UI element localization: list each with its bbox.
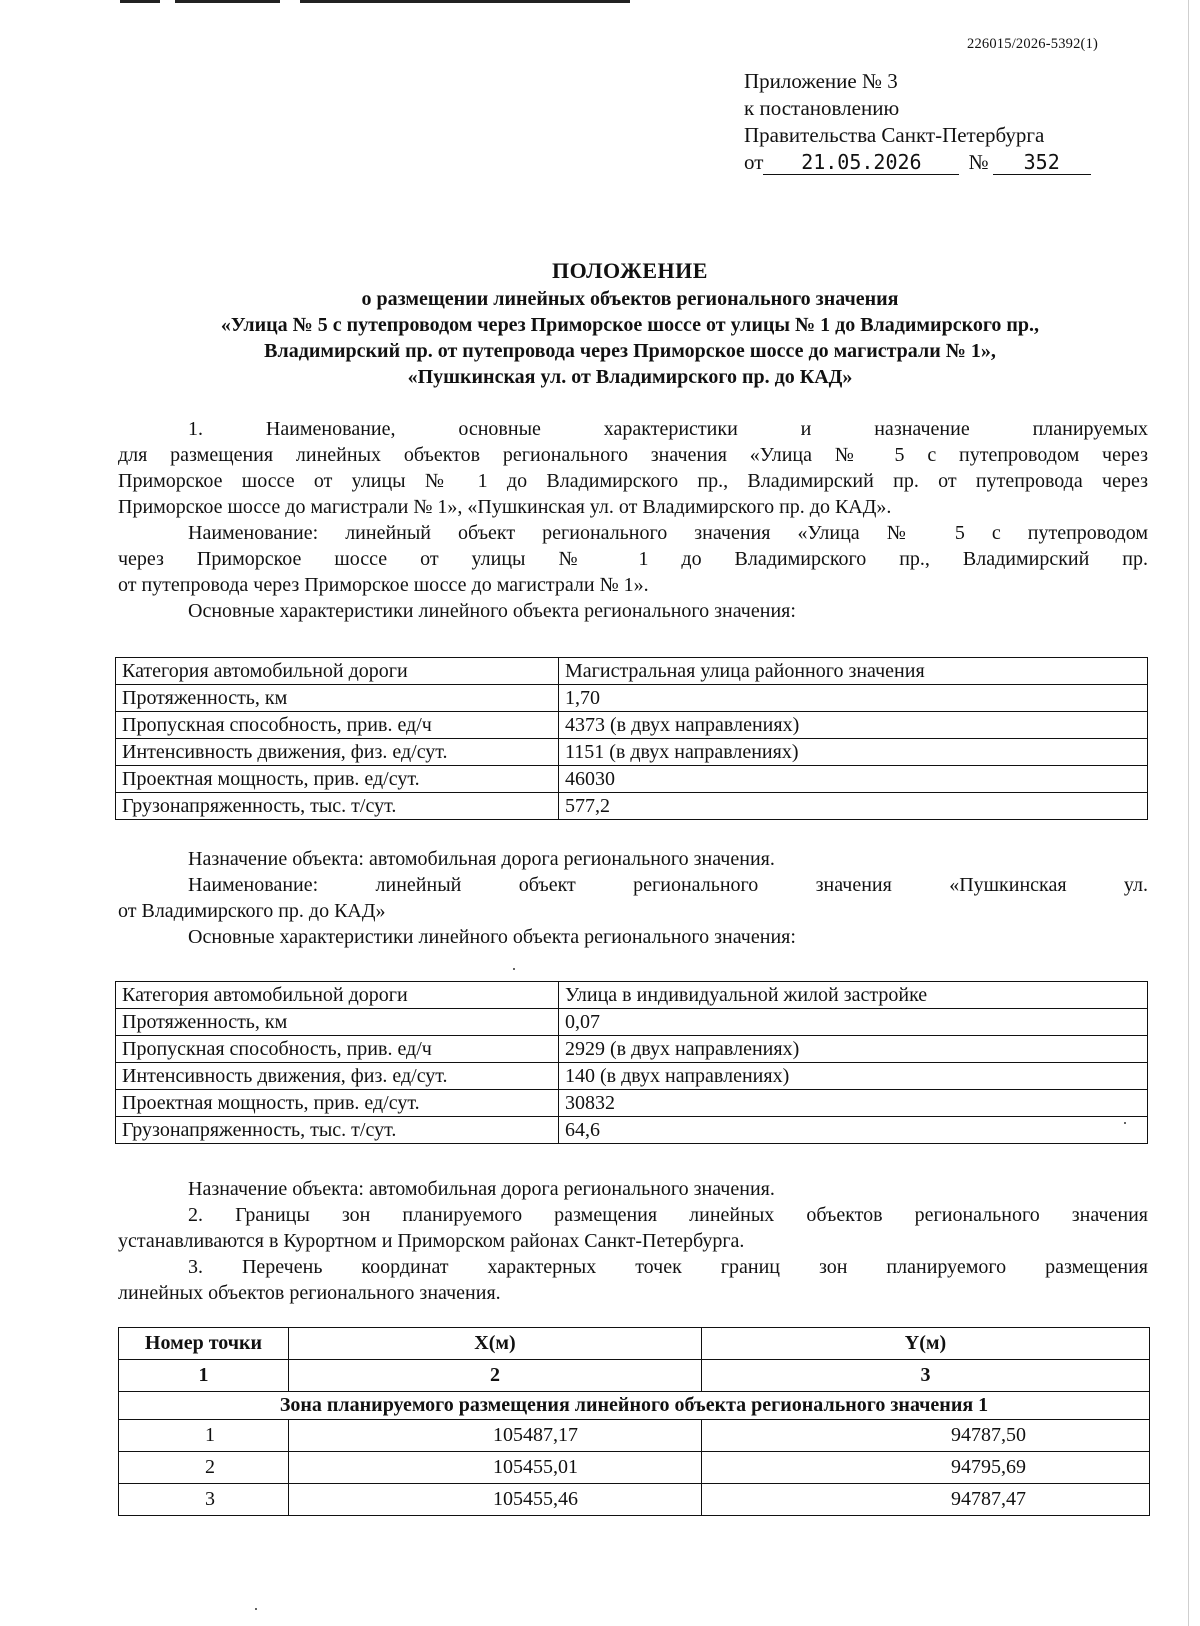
table-row	[116, 793, 1148, 820]
characteristic-name: Протяженность, км	[116, 1009, 559, 1036]
characteristic-value: 1,70	[559, 685, 1148, 712]
title-line-4: «Пушкинская ул. от Владимирского пр. до КАД»	[407, 366, 853, 388]
coordinate-row	[119, 1484, 1150, 1516]
y-coordinate: 94787,50	[702, 1420, 1150, 1452]
date-prefix: от	[744, 150, 764, 174]
title-line-3: Владимирский пр. от путепровода через Приморское шоссе до магистрали № 1»,	[264, 340, 996, 362]
section-3	[118, 1254, 1148, 1306]
appendix-line-2: к постановлению	[744, 96, 900, 120]
characteristic-value: 577,2	[559, 793, 1148, 820]
title-main: ПОЛОЖЕНИЕ	[552, 258, 708, 283]
table-row	[116, 685, 1148, 712]
x-coordinate: 105487,17	[289, 1420, 702, 1452]
scan-speck	[1124, 1122, 1126, 1124]
title-line-2: «Улица № 5 с путепроводом через Приморское шоссе от улицы № 1 до Владимирского пр.,	[220, 314, 1040, 336]
coordinates-table	[118, 1327, 1150, 1516]
section-1-line-2: для размещения линейных объектов регионального значения «Улица № 5 с путепроводом через	[118, 444, 1148, 466]
header-y: Y(м)	[702, 1328, 1150, 1360]
table-row	[116, 1063, 1148, 1090]
y-coordinate: 94787,47	[702, 1484, 1150, 1516]
characteristic-value: Магистральная улица районного значения	[559, 658, 1148, 685]
characteristic-name: Пропускная способность, прив. ед/ч	[116, 1036, 559, 1063]
object-1-name-line-1: Наименование: линейный объект регионального значения «Улица № 5 с путепроводом	[188, 522, 1148, 544]
point-number: 3	[119, 1484, 289, 1516]
section-2-line-2: устанавливаются в Курортном и Приморском районах Санкт-Петербурга.	[118, 1230, 745, 1252]
characteristic-name: Проектная мощность, прив. ед/сут.	[116, 1090, 559, 1117]
x-coordinate: 105455,01	[289, 1452, 702, 1484]
table-row	[116, 1036, 1148, 1063]
object-2-purpose	[118, 1176, 1148, 1202]
document-code: 226015/2026-5392(1)	[967, 36, 1099, 52]
appendix-line-3: Правительства Санкт-Петербурга	[744, 123, 1045, 147]
characteristic-value: 30832	[559, 1090, 1148, 1117]
characteristic-name: Протяженность, км	[116, 685, 559, 712]
section-2	[118, 1202, 1148, 1254]
characteristic-name: Интенсивность движения, физ. ед/сут.	[116, 739, 559, 766]
coordinates-header-row	[119, 1328, 1150, 1360]
characteristic-value: 2929 (в двух направлениях)	[559, 1036, 1148, 1063]
characteristic-name: Категория автомобильной дороги	[116, 658, 559, 685]
point-number: 1	[119, 1420, 289, 1452]
characteristic-name: Грузонапряженность, тыс. т/сут.	[116, 1117, 559, 1144]
characteristic-name: Пропускная способность, прив. ед/ч	[116, 712, 559, 739]
document-title	[100, 256, 1160, 390]
section-2-line-1: 2. Границы зон планируемого размещения линейных объектов регионального значения	[188, 1204, 1148, 1226]
section-3-line-2: линейных объектов регионального значения.	[118, 1282, 501, 1304]
section-3-line-1: 3. Перечень координат характерных точек границ зон планируемого размещения	[188, 1256, 1148, 1278]
table-row	[116, 739, 1148, 766]
point-number: 2	[119, 1452, 289, 1484]
characteristic-name: Проектная мощность, прив. ед/сут.	[116, 766, 559, 793]
coordinate-row	[119, 1452, 1150, 1484]
x-coordinate: 105455,46	[289, 1484, 702, 1516]
characteristic-name: Грузонапряженность, тыс. т/сут.	[116, 793, 559, 820]
appendix-date-line	[744, 149, 1091, 176]
zone-title: Зона планируемого размещения линейного объекта регионального значения 1	[119, 1392, 1150, 1420]
object-2-purpose-text: Назначение объекта: автомобильная дорога регионального значения.	[188, 1178, 775, 1200]
characteristic-value: 0,07	[559, 1009, 1148, 1036]
coordinate-row	[119, 1420, 1150, 1452]
title-line-1: о размещении линейных объектов регионального значения	[361, 288, 899, 310]
characteristic-value: 46030	[559, 766, 1148, 793]
resolution-number: 352	[993, 150, 1091, 175]
characteristic-value: 64,6	[559, 1117, 1148, 1144]
object-1-purpose	[118, 846, 1148, 950]
object-2-chars-intro: Основные характеристики линейного объекта регионального значения:	[188, 926, 796, 948]
appendix-block	[744, 68, 1091, 176]
column-number-2: 2	[289, 1360, 702, 1392]
column-number-1: 1	[119, 1360, 289, 1392]
characteristic-value: 4373 (в двух направлениях)	[559, 712, 1148, 739]
characteristic-value: Улица в индивидуальной жилой застройке	[559, 982, 1148, 1009]
object-1-name-line-3: от путепровода через Приморское шоссе до магистрали № 1».	[118, 574, 649, 596]
characteristics-table-2	[115, 981, 1148, 1144]
table-row	[116, 1117, 1148, 1144]
section-1-intro	[118, 416, 1148, 520]
object-1-chars-intro: Основные характеристики линейного объекта регионального значения:	[188, 600, 796, 622]
table-row	[116, 982, 1148, 1009]
table-row	[116, 766, 1148, 793]
object-2-name-line-1: Наименование: линейный объект регионального значения «Пушкинская ул.	[188, 874, 1148, 896]
y-coordinate: 94795,69	[702, 1452, 1150, 1484]
section-1-line-4: Приморское шоссе до магистрали № 1», «Пушкинская ул. от Владимирского пр. до КАД».	[118, 496, 892, 518]
zone-title-row	[119, 1392, 1150, 1420]
characteristic-value: 1151 (в двух направлениях)	[559, 739, 1148, 766]
section-1-line-3: Приморское шоссе от улицы № 1 до Владимирского пр., Владимирский пр. от путепровода через	[118, 470, 1148, 492]
characteristic-name: Интенсивность движения, физ. ед/сут.	[116, 1063, 559, 1090]
scan-speck	[513, 968, 515, 970]
table-row	[116, 1009, 1148, 1036]
table-row	[116, 658, 1148, 685]
characteristics-table-1	[115, 657, 1148, 820]
coordinates-column-numbers-row	[119, 1360, 1150, 1392]
table-row	[116, 1090, 1148, 1117]
section-1-line-1: 1. Наименование, основные характеристики и назначение планируемых	[188, 418, 1148, 440]
header-point-number: Номер точки	[119, 1328, 289, 1360]
characteristic-name: Категория автомобильной дороги	[116, 982, 559, 1009]
header-x: X(м)	[289, 1328, 702, 1360]
number-prefix: №	[968, 150, 989, 174]
resolution-date: 21.05.2026	[763, 150, 959, 175]
object-1-name	[118, 520, 1148, 624]
table-row	[116, 712, 1148, 739]
appendix-line-1: Приложение № 3	[744, 69, 898, 93]
object-2-name-line-2: от Владимирского пр. до КАД»	[118, 900, 386, 922]
object-1-purpose-text: Назначение объекта: автомобильная дорога регионального значения.	[188, 848, 775, 870]
column-number-3: 3	[702, 1360, 1150, 1392]
scan-right-edge	[1188, 0, 1189, 1626]
scan-top-edge	[0, 0, 640, 6]
scan-speck	[255, 1608, 257, 1610]
object-1-name-line-2: через Приморское шоссе от улицы № 1 до Владимирского пр., Владимирский пр.	[118, 548, 1148, 570]
characteristic-value: 140 (в двух направлениях)	[559, 1063, 1148, 1090]
